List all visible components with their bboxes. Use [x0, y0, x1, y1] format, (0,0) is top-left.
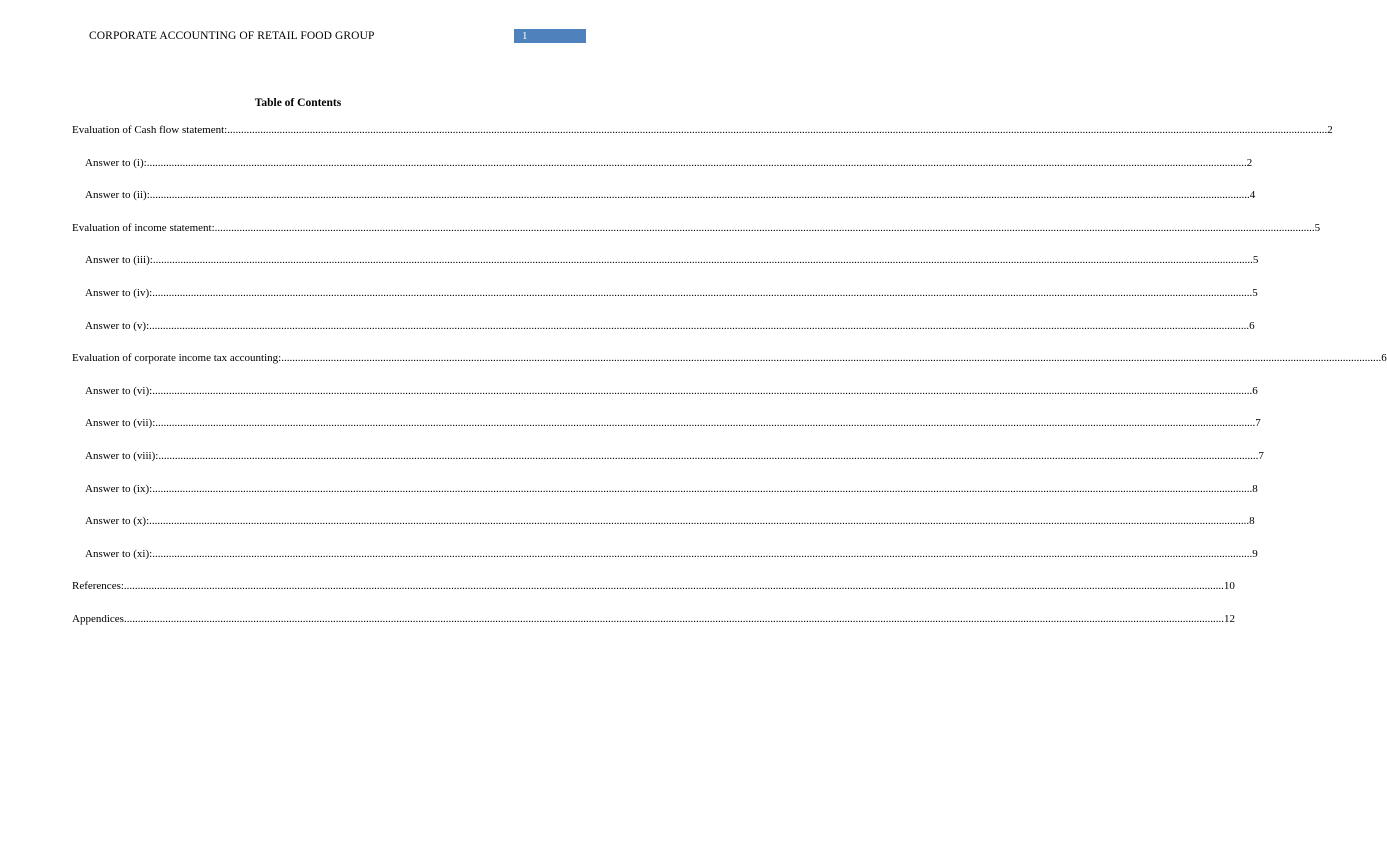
toc-entry-page-number: 10	[1223, 580, 1235, 593]
toc-entry-label: Answer to (i):	[85, 156, 147, 169]
toc-dot-leader: ................................................................................................................................................................................................................................................................................................................................................................................................................	[227, 124, 1328, 136]
toc-entry-label: Answer to (ix):	[85, 482, 153, 495]
toc-dot-leader: ................................................................................................................................................................................................................................................................................................................................................................................................................	[123, 580, 1224, 593]
toc-entry[interactable]	[72, 579, 1235, 593]
toc-entry[interactable]	[72, 221, 1321, 235]
toc-entry-label: Answer to (viii):	[85, 450, 159, 462]
toc-entry[interactable]	[85, 286, 1258, 300]
toc-dot-leader: ................................................................................................................................................................................................................................................................................................................................................................................................................	[152, 384, 1253, 397]
toc-dot-leader: ................................................................................................................................................................................................................................................................................................................................................................................................................	[152, 547, 1253, 560]
toc-dot-leader: ................................................................................................................................................................................................................................................................................................................................................................................................................	[152, 482, 1253, 495]
toc-entry-label: Answer to (xi):	[85, 547, 153, 560]
toc-entry-label: Answer to (x):	[85, 515, 150, 528]
toc-entry[interactable]	[85, 482, 1258, 496]
toc-entry-label: Appendices	[72, 613, 124, 625]
toc-entry-page-number: 5	[1252, 254, 1259, 267]
toc-entry-label: Answer to (vii):	[85, 417, 156, 430]
toc-entry[interactable]	[85, 188, 1256, 202]
toc-entry-label: Evaluation of income statement:	[72, 221, 215, 234]
toc-entry[interactable]	[72, 612, 1235, 626]
toc-entry-label: Answer to (v):	[85, 319, 150, 332]
toc-dot-leader: ................................................................................................................................................................................................................................................................................................................................................................................................................	[152, 287, 1253, 299]
toc-entry-page-number: 12	[1223, 613, 1235, 625]
toc-entry[interactable]	[85, 514, 1255, 528]
toc-dot-leader: ................................................................................................................................................................................................................................................................................................................................................................................................................	[149, 319, 1250, 332]
toc-dot-leader: ................................................................................................................................................................................................................................................................................................................................................................................................................	[149, 515, 1250, 528]
toc-dot-leader: ................................................................................................................................................................................................................................................................................................................................................................................................................	[155, 417, 1256, 430]
toc-title: Table of Contents	[254, 97, 342, 109]
toc-entry[interactable]	[72, 351, 1387, 365]
toc-entry-label: References:	[72, 580, 124, 593]
toc-entry-label: Answer to (vi):	[85, 384, 153, 397]
toc-dot-leader: ................................................................................................................................................................................................................................................................................................................................................................................................................	[281, 352, 1382, 365]
toc-entry-page-number: 9	[1252, 547, 1258, 560]
toc-entry-page-number: 8	[1249, 515, 1255, 528]
toc-entry-page-number: 8	[1252, 482, 1258, 495]
toc-entry-label: Answer to (iv):	[85, 287, 153, 299]
toc-entry[interactable]	[85, 156, 1253, 170]
toc-entry[interactable]	[72, 123, 1333, 137]
toc-entry[interactable]	[85, 547, 1258, 561]
toc-dot-leader: ................................................................................................................................................................................................................................................................................................................................................................................................................	[152, 254, 1253, 267]
toc-entry-page-number: 6	[1249, 319, 1255, 332]
toc-entry-page-number: 7	[1258, 450, 1264, 462]
toc-entry-page-number: 2	[1246, 156, 1253, 169]
page-number-badge: 1	[514, 29, 586, 43]
toc-entry-page-number: 6	[1252, 384, 1258, 397]
toc-dot-leader: ................................................................................................................................................................................................................................................................................................................................................................................................................	[149, 189, 1250, 202]
toc-entry-label: Answer to (iii):	[85, 254, 153, 267]
toc-dot-leader: ................................................................................................................................................................................................................................................................................................................................................................................................................	[123, 613, 1224, 625]
toc-entry[interactable]	[85, 253, 1259, 267]
toc-entry[interactable]	[85, 384, 1258, 398]
toc-entry[interactable]	[85, 449, 1264, 463]
toc-entry-label: Evaluation of Cash flow statement:	[72, 124, 228, 136]
running-header-title: CORPORATE ACCOUNTING OF RETAIL FOOD GROUP	[89, 30, 375, 42]
toc-entry-page-number: 4	[1249, 189, 1256, 202]
toc-entry-page-number: 2	[1327, 124, 1333, 136]
toc-entry-page-number: 7	[1255, 417, 1261, 430]
toc-entry-page-number: 5	[1314, 221, 1321, 234]
toc-entry-label: Answer to (ii):	[85, 189, 150, 202]
toc-entry[interactable]	[85, 319, 1255, 333]
toc-entry-page-number: 6	[1381, 352, 1387, 365]
toc-dot-leader: ................................................................................................................................................................................................................................................................................................................................................................................................................	[146, 156, 1247, 169]
toc-entry-label: Evaluation of corporate income tax accounting:	[72, 352, 282, 365]
toc-dot-leader: ................................................................................................................................................................................................................................................................................................................................................................................................................	[158, 450, 1259, 462]
toc-entry[interactable]	[85, 416, 1261, 430]
toc-entry-page-number: 5	[1252, 287, 1258, 299]
toc-dot-leader: ................................................................................................................................................................................................................................................................................................................................................................................................................	[214, 221, 1315, 234]
